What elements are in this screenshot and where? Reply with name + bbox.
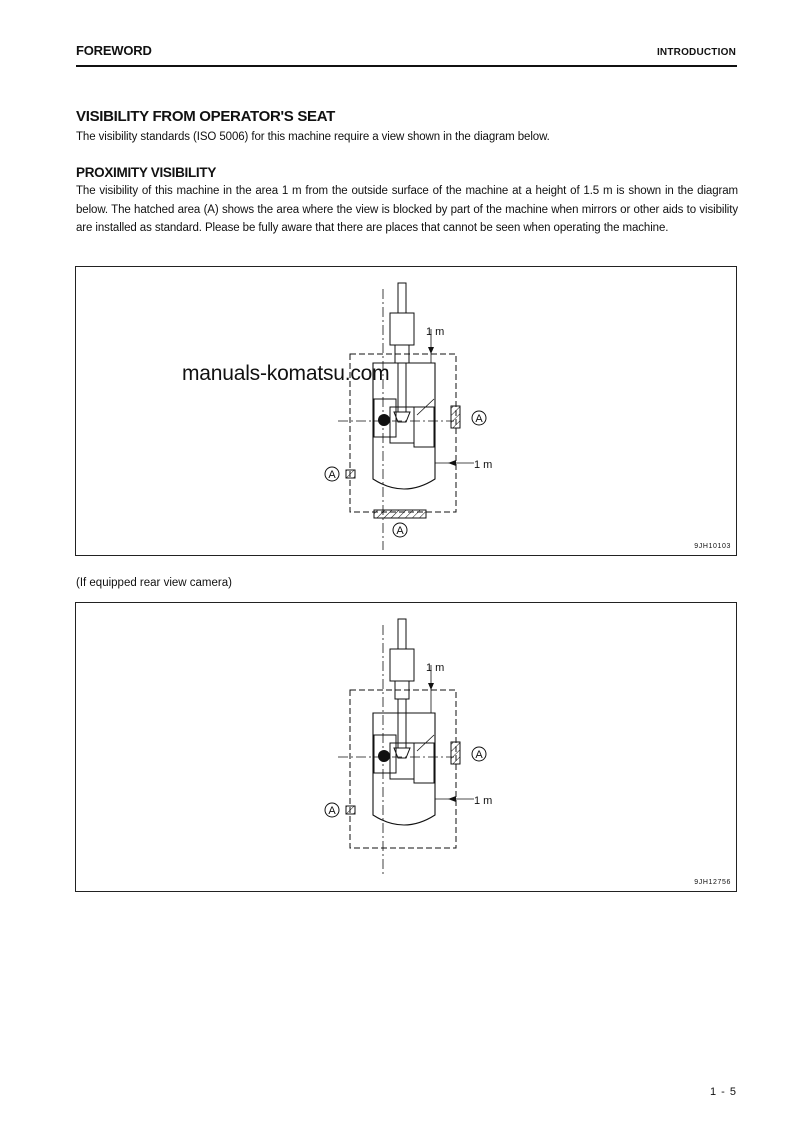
blocked-area-left [346,470,355,478]
machine-body-outline [373,713,435,825]
figure-visibility-standard [75,266,737,556]
header-section-title: FOREWORD [76,43,152,58]
label-a-right: A [475,749,483,761]
operator-eye-point [378,750,390,762]
dimension-top-label: 1 m [426,326,445,338]
page-number: 1 - 5 [709,1086,737,1098]
blocked-area-left [346,806,355,814]
heading-proximity: PROXIMITY VISIBILITY [76,165,217,180]
blocked-area-right [451,742,460,764]
blocked-area-rear [374,510,426,518]
machine-top-view-diagram-2 [76,603,736,891]
dimension-top-label: 1 m [426,662,445,674]
label-a-left: A [328,805,336,817]
dimension-side-label: 1 m [474,795,493,807]
blocked-area-right [451,406,460,428]
camera-caption: (If equipped rear view camera) [76,577,232,589]
dimension-side-label: 1 m [474,459,493,471]
intro-paragraph: The visibility standards (ISO 5006) for this machine require a view shown in the diagram below. [76,131,550,143]
header-chapter-title: INTRODUCTION [656,47,736,58]
header-rule [76,65,737,67]
figure-rear-camera [75,602,737,892]
label-a-bottom: A [396,525,404,537]
figure-code: 9JH10103 [694,543,731,550]
label-a-right: A [475,413,483,425]
watermark: manuals-komatsu.com [182,362,390,385]
proximity-paragraph: The visibility of this machine in the area 1 m from the outside surface of the machine at a height of 1.5 m is shown in the diagram below. The hatched area (A) shows the area where the view is blocked by part of the machine when mirrors or other aids to visibility are installed as standard. Please be fully aware that there are places that cannot be seen when operating the machine. [76,185,738,235]
machine-top-view-diagram-1 [76,267,736,555]
operator-eye-point [378,414,390,426]
heading-visibility: VISIBILITY FROM OPERATOR'S SEAT [76,108,336,125]
one-meter-boundary [350,690,456,848]
figure-code: 9JH12756 [694,879,731,886]
label-a-left: A [328,469,336,481]
